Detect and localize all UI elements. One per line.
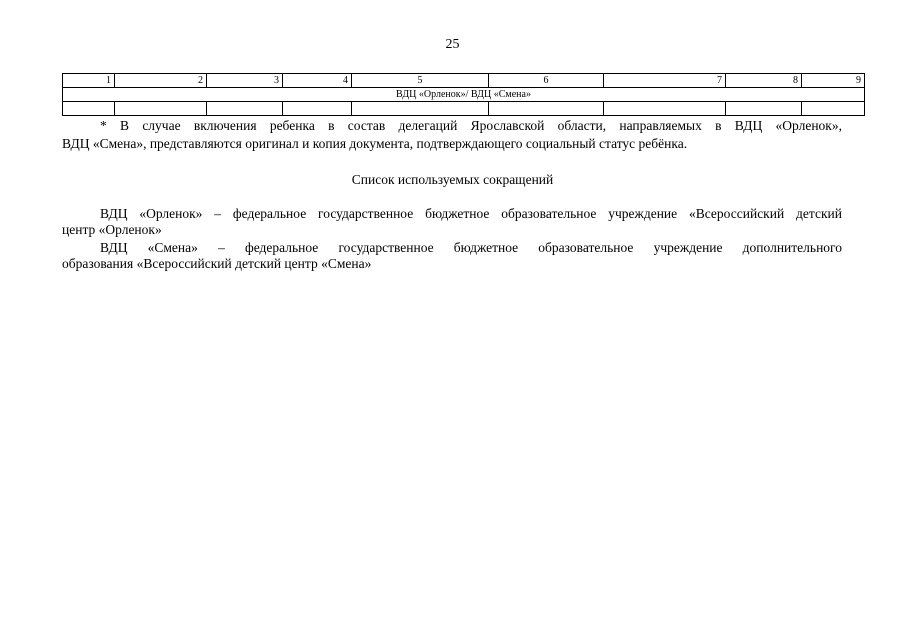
table-cell: [207, 102, 283, 116]
column-header: 4: [283, 74, 352, 88]
page-number: 25: [445, 37, 460, 52]
table-section-row: [63, 88, 865, 102]
data-table: [62, 73, 865, 116]
table-cell: [63, 102, 115, 116]
abbreviation-line: ВДЦ «Смена» – федеральное государственное бюджетное образовательное учреждение дополнительного: [100, 240, 842, 255]
table-header-row: [63, 74, 865, 88]
column-header: 7: [604, 74, 726, 88]
footnote: [62, 117, 842, 153]
abbreviation-line: образования «Всероссийский детский центр «Смена»: [62, 256, 372, 271]
abbreviations-title: Список используемых сокращений: [351, 172, 554, 187]
column-header: 3: [207, 74, 283, 88]
table-section-label: ВДЦ «Орленок»/ ВДЦ «Смена»: [63, 88, 865, 102]
footnote-line: * В случае включения ребенка в состав делегаций Ярославской области, направляемых в ВДЦ «Орленок»,: [100, 118, 842, 133]
footnote-line: ВДЦ «Смена», представляются оригинал и копия документа, подтверждающего социальный статус ребёнка.: [62, 136, 688, 151]
abbreviation-line: ВДЦ «Орленок» – федеральное государственное бюджетное образовательное учреждение «Всероссийский детский: [100, 206, 842, 221]
abbreviation-entry: [62, 240, 842, 272]
table-cell: [604, 102, 726, 116]
column-header: 1: [63, 74, 115, 88]
table-cell: [802, 102, 865, 116]
column-header: 9: [802, 74, 865, 88]
table-cell: [726, 102, 802, 116]
table-cell: [283, 102, 352, 116]
abbreviation-entry: [62, 206, 842, 238]
abbreviation-line: центр «Орленок»: [62, 222, 162, 237]
column-header: 2: [115, 74, 207, 88]
column-header: 5: [352, 74, 489, 88]
table-cell: [352, 102, 489, 116]
table-row: [63, 102, 865, 116]
table-cell: [489, 102, 604, 116]
column-header: 6: [489, 74, 604, 88]
column-header: 8: [726, 74, 802, 88]
table-cell: [115, 102, 207, 116]
